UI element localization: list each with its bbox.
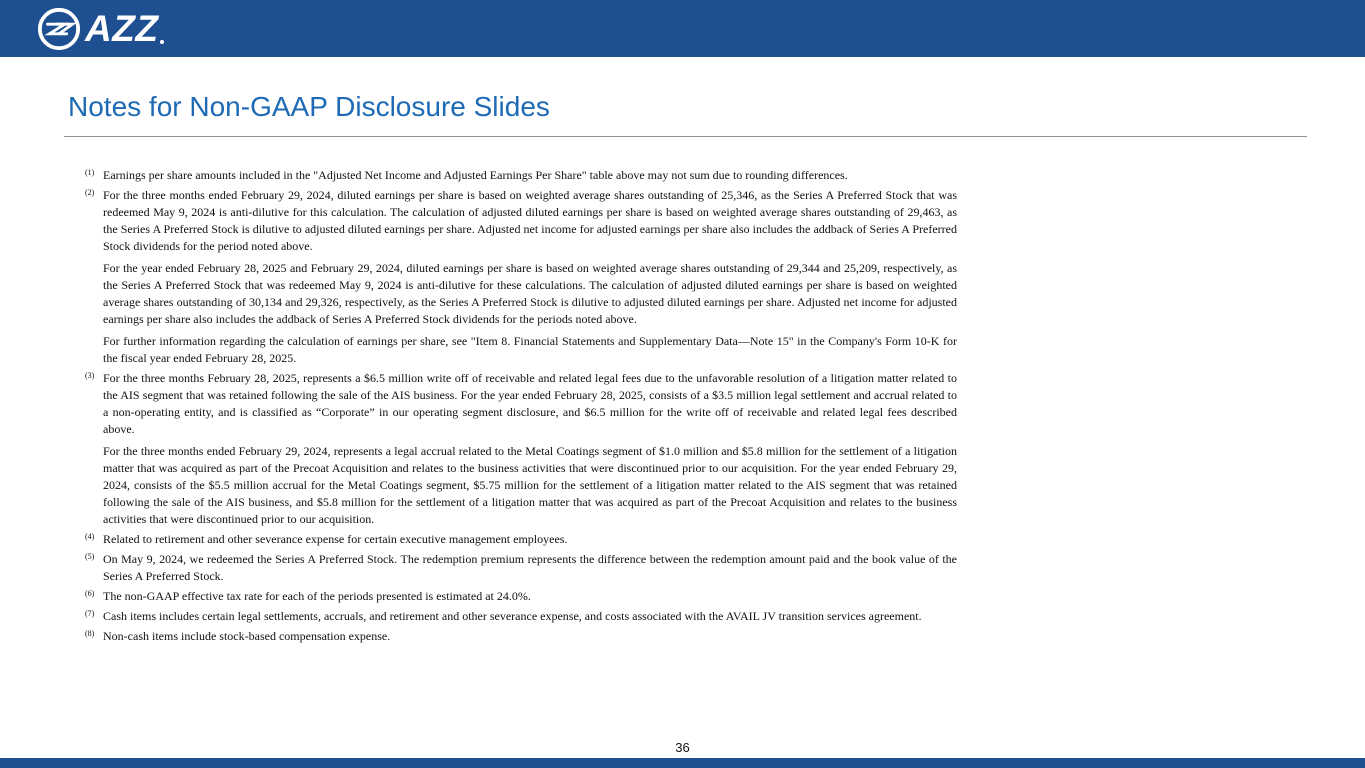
footnote-item-2	[85, 187, 957, 367]
page-title: Notes for Non-GAAP Disclosure Slides	[68, 91, 550, 122]
footnote-paragraph: On May 9, 2024, we redeemed the Series A Preferred Stock. The redemption premium represents the difference between the redemption amount paid and the book value of the Series A Preferred Stock.	[103, 552, 957, 583]
footnote-item-7	[85, 608, 957, 625]
title-divider	[64, 136, 1307, 137]
footnote-text	[103, 370, 957, 528]
page-number: 36	[675, 740, 690, 755]
footnote-text	[103, 167, 957, 184]
footnote-marker: (3)	[85, 371, 95, 380]
azz-logo	[36, 6, 164, 52]
logo-registered-mark	[160, 40, 164, 44]
footnote-text	[103, 531, 957, 548]
footnote-paragraph: Cash items includes certain legal settlements, accruals, and retirement and other severance expense, and costs associated with the AVAIL JV transition services agreement.	[103, 609, 922, 623]
footnote-paragraph: For the year ended February 28, 2025 and February 29, 2024, diluted earnings per share is based on weighted average shares outstanding of 29,344 and 25,209, respectively, as the Series A Preferred Stock that was redeemed May 9, 2024 is anti-dilutive for these calculations. The calculation of adjusted diluted earnings per share is based on weighted average shares outstanding of 30,134 and 29,326, respectively, as the Series A Preferred Stock is dilutive to adjusted diluted earnings per share. Adjusted net income for adjusted earnings per share also includes the addback of Series A Preferred Stock dividends for the periods noted above.	[103, 261, 957, 326]
footer-bar	[0, 758, 1365, 768]
footnote-paragraph-clipped: For the three months ended February 29, 2024, represents a legal accrual related to the Metal Coatings segment of $1.0 million and $5.8 million for the settlement of a litigation matter that was acquired as part of the Precoat Acquisition and relates to the business activities that were discontinued prior to our acquisition. For the year ended February 29, 2024, consists of the $5.5 million accrual for the Metal Coatings segment, $5.75 million for the settlement of a litigation matter related to the AIS segment that was retained following the sale of the AIS business, and $5.8 million for the settlement of a litigation matter that was acquired as part of the Precoat Acquisition and relates to the business activities that were discontinued prior to our acquisition.	[103, 444, 957, 526]
footnote-item-3	[85, 370, 957, 528]
header-bar	[0, 0, 1365, 57]
footnote-text	[103, 608, 957, 625]
footnote-paragraph: Non-cash items include stock-based compensation expense.	[103, 629, 391, 643]
footnote-item-8	[85, 628, 957, 645]
footnote-marker: (6)	[85, 589, 95, 598]
footnote-paragraph: The non-GAAP effective tax rate for each of the periods presented is estimated at 24.0%.	[103, 589, 531, 603]
footnote-paragraph: For further information regarding the calculation of earnings per share, see "Item 8. Financial Statements and Supplementary Data—Note 15" in the Company's Form 10-K for the fiscal year ended February 28, 2025.	[103, 334, 957, 365]
footnote-paragraph: Related to retirement and other severance expense for certain executive management employees.	[103, 532, 568, 546]
footnote-item-4	[85, 531, 957, 548]
azz-globe-icon	[36, 6, 82, 52]
footnote-marker: (1)	[85, 168, 95, 177]
footnote-item-6	[85, 588, 957, 605]
footnotes-list	[85, 167, 957, 645]
slide-content	[0, 57, 1365, 648]
footnote-paragraph: For the three months ended February 29, 2024, diluted earnings per share is based on weighted average shares outstanding of 25,346, as the Series A Preferred Stock that was redeemed May 9, 2024 is anti-dilutive for this calculation. The calculation of adjusted diluted earnings per share is based on weighted average shares outstanding of 29,463, as the Series A Preferred Stock is dilutive to adjusted diluted earnings per share. Adjusted net income for adjusted earnings per share also includes the addback of Series A Preferred Stock dividends for the period noted above.	[103, 188, 957, 253]
footnote-text	[103, 628, 957, 645]
footnote-text	[103, 187, 957, 367]
footnote-marker: (2)	[85, 188, 95, 197]
azz-logo-text: AZZ	[85, 8, 159, 49]
footnote-item-5	[85, 551, 957, 585]
footnote-marker: (4)	[85, 532, 95, 541]
footnote-paragraph: Earnings per share amounts included in the "Adjusted Net Income and Adjusted Earnings Per Share" table above may not sum due to rounding differences.	[103, 168, 848, 182]
footnote-marker: (5)	[85, 552, 95, 561]
footnote-marker: (8)	[85, 629, 95, 638]
footnote-marker: (7)	[85, 609, 95, 618]
footnote-item-1	[85, 167, 957, 184]
footnote-text	[103, 551, 957, 585]
footnote-paragraph: For the three months February 28, 2025, represents a $6.5 million write off of receivable and related legal fees due to the unfavorable resolution of a litigation matter related to the AIS segment that was retained following the sale of the AIS business. For the year ended February 28, 2025, consists of a $3.5 million legal settlement and accrual related to a non-operating entity, and is classified as “Corporate” in our operating segment disclosure, and $6.5 million for the write off of receivable and related legal fees described above.	[103, 371, 957, 436]
footnote-text	[103, 588, 957, 605]
